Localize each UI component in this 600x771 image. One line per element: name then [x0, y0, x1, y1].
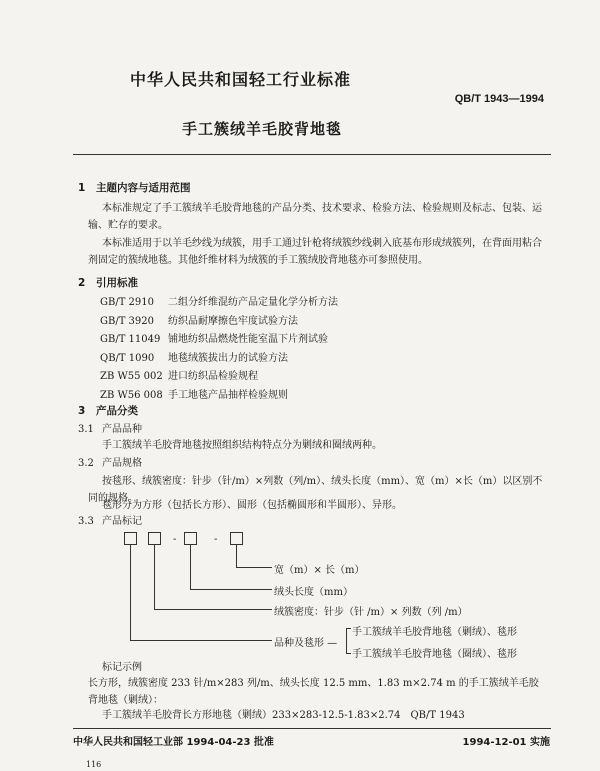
example-title: 标记示例	[102, 662, 142, 673]
section-3-heading	[78, 403, 138, 418]
reference-title: 进口纺织品检验规程	[168, 371, 258, 383]
label-size: 宽（m）× 长（m）	[274, 565, 365, 576]
example-text: 长方形，绒簇密度 233 针/m×283 列/m、绒头长度 12.5 mm、1.83 m×2.74 m 的手工簇绒羊毛胶背地毯（剿绒）：	[88, 678, 539, 706]
section-number: 1	[78, 182, 86, 194]
reference-item	[100, 294, 338, 313]
reference-code: ZB W56 008	[100, 389, 163, 401]
placeholder-box	[230, 532, 243, 545]
standard-code: QB/T 1943—1994	[454, 93, 544, 105]
section-2-heading	[78, 275, 138, 290]
reference-code: GB/T 11049	[100, 334, 161, 346]
label-density: 绒簇密度：针步（针 /m）× 列数（列 /m）	[274, 607, 468, 618]
approval-line: 中华人民共和国轻工业部 1994-04-23 批准	[73, 737, 274, 748]
subsection-3-1-text: 手工簇绒羊毛胶背地毯按照组织结构特点分为剿绒和圈绒两种。	[102, 440, 382, 451]
reference-item	[100, 350, 338, 369]
bracket	[346, 628, 351, 654]
effective-date: 1994-12-01 实施	[462, 737, 550, 748]
placeholder-box	[124, 532, 137, 545]
reference-code: GB/T 2910	[100, 297, 155, 308]
section-1-paragraph-2: 本标准适用于以羊毛纱线为绒簇，用手工通过针枪将绒簇纱线刺入底基布形成绒簇列，在背面用粘合剂固定的簇绒地毯。其他纤维材料为绒簇的手工簇绒胶背地毯亦可参照使用。	[88, 238, 542, 266]
leader-line	[190, 545, 191, 589]
label-type: 品种及毯形 —	[274, 638, 338, 649]
reference-title: 铺地纺织品燃烧性能室温下片剂试验	[168, 334, 328, 346]
section-number: 2	[78, 277, 86, 289]
org-title: 中华人民共和国轻工行业标准	[130, 70, 352, 89]
footer-rule	[73, 728, 551, 729]
option-cut-pile: 手工簇绒羊毛胶背地毯（剿绒）、毯形	[352, 627, 517, 638]
subsection-3-2-heading	[78, 455, 142, 473]
reference-code: ZB W55 002	[100, 371, 163, 383]
reference-list	[100, 294, 338, 406]
reference-title: 二组分纤维混纺产品定量化学分析方法	[168, 297, 338, 308]
subsection-number: 3.3	[78, 516, 94, 527]
document-title: 手工簇绒羊毛胶背地毯	[182, 120, 343, 138]
reference-item	[100, 368, 338, 387]
example-code: 手工簇绒羊毛胶背长方形地毯（剿绒）233×283-12.5-1.83×2.74 QB/T 1943	[102, 710, 465, 721]
leader-line	[130, 545, 131, 640]
section-title: 产品分类	[96, 405, 138, 417]
leader-line	[154, 545, 155, 609]
subsection-number: 3.1	[78, 424, 94, 435]
leader-line	[236, 545, 237, 567]
section-1-paragraph-1: 本标准规定了手工簇绒羊毛胶背地毯的产品分类、技术要求、检验方法、检验规则及标志、包装、运输、贮存的要求。	[88, 203, 542, 231]
leader-line	[130, 640, 272, 641]
label-pile-length: 绒头长度（mm）	[274, 587, 353, 598]
leader-line	[236, 567, 272, 568]
reference-item	[100, 331, 338, 350]
subsection-title: 产品品种	[102, 424, 142, 435]
reference-title: 纺织品耐摩擦色牢度试验方法	[168, 315, 298, 327]
separator-dash: -	[173, 534, 177, 545]
subsection-number: 3.2	[78, 458, 94, 469]
section-title: 引用标准	[96, 277, 138, 289]
subsection-3-2-text-2: 毯形分为方形（包括长方形）、圆形（包括椭圆形和半圆形）、异形。	[102, 500, 402, 511]
section-number: 3	[78, 405, 86, 417]
section-1-heading	[78, 180, 191, 195]
leader-line	[154, 609, 272, 610]
subsection-title: 产品标记	[102, 516, 142, 527]
separator-dash: -	[214, 534, 218, 545]
subsection-title: 产品规格	[102, 458, 142, 469]
reference-code: GB/T 3920	[100, 315, 155, 327]
section-title: 主题内容与适用范围	[96, 182, 191, 194]
subsection-3-2-text-1: 按毯形、绒簇密度：针步（针/m）×列数（列/m）、绒头长度（mm）、宽（m）×长（m）以区别不同的规格。	[88, 476, 543, 504]
placeholder-box	[148, 532, 161, 545]
option-loop-pile: 手工簇绒羊毛胶背地毯（圈绒）、毯形	[352, 649, 517, 660]
reference-item	[100, 313, 338, 332]
reference-title: 手工地毯产品抽样检验规则	[168, 389, 288, 401]
placeholder-box	[184, 532, 197, 545]
reference-title: 地毯绒簇拔出力的试验方法	[168, 352, 288, 364]
header-rule	[73, 154, 551, 155]
page-number: 116	[86, 760, 102, 769]
leader-line	[190, 589, 272, 590]
subsection-3-3-heading	[78, 513, 142, 531]
reference-code: QB/T 1090	[100, 352, 155, 364]
